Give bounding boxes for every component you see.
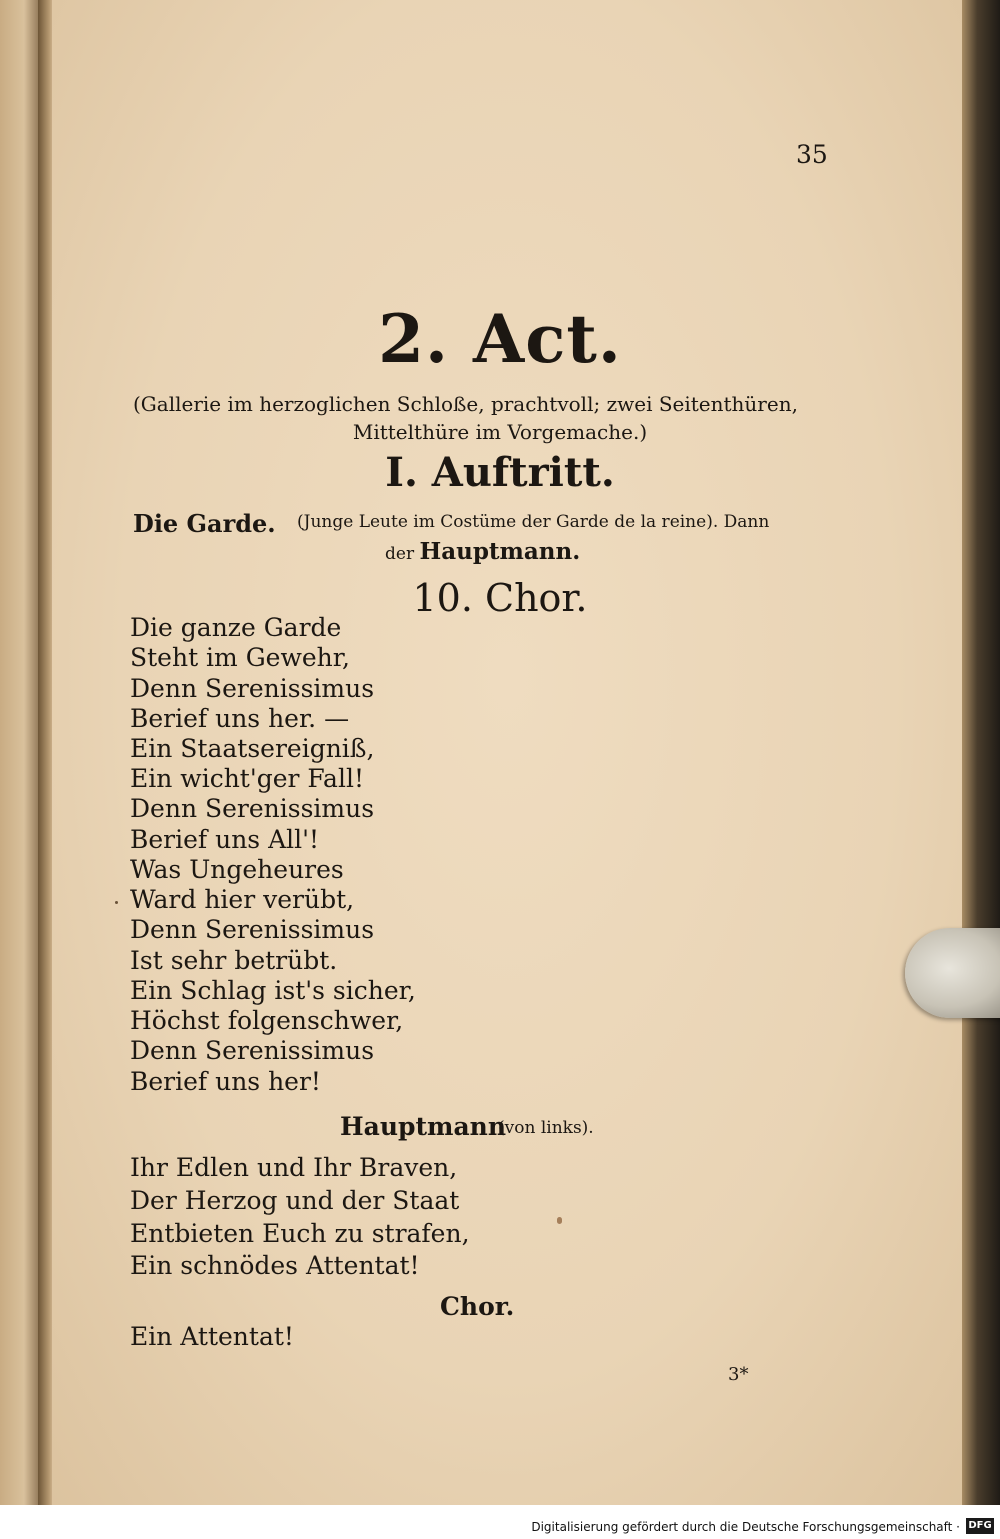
- previous-page-edge: [0, 0, 40, 1505]
- speaker-name: Hauptmann: [340, 1112, 507, 1141]
- stage-direction-line-2: Mittelthüre im Vorgemache.): [352, 420, 648, 444]
- paper-speck: [115, 901, 118, 904]
- song-title: 10. Chor.: [412, 576, 588, 620]
- verse-line: Ein wicht'ger Fall!: [130, 764, 364, 793]
- chorus-speaker-label: Chor.: [440, 1292, 515, 1321]
- scene-title: I. Auftritt.: [385, 449, 615, 496]
- characters-line-2: [385, 538, 580, 565]
- verse-line: Ein Staatsereigniß,: [130, 734, 375, 763]
- verse-line: Ein schnödes Attentat!: [130, 1251, 420, 1280]
- verse-line: Die ganze Garde: [130, 613, 342, 642]
- verse-line: Denn Serenissimus: [130, 794, 375, 823]
- verse-line: Denn Serenissimus: [130, 1036, 375, 1065]
- verse-line: Ein Attentat!: [130, 1322, 294, 1351]
- verse-line: Ein Schlag ist's sicher,: [130, 976, 416, 1005]
- dfg-logo: DFG: [966, 1518, 994, 1534]
- verse-line: Ist sehr betrübt.: [130, 946, 338, 975]
- characters-name: Die Garde.: [133, 509, 276, 538]
- page-stack-edge: [962, 0, 1000, 1505]
- verse-line: Ward hier verübt,: [130, 885, 355, 914]
- verse-line: Denn Serenissimus: [130, 674, 375, 703]
- characters-line2-prefix: der: [385, 544, 415, 564]
- stage-direction-line-1: (Gallerie im herzoglichen Schloße, prachtvoll; zwei Seitenthüren,: [133, 392, 798, 416]
- funding-credit: Digitalisierung gefördert durch die Deutsche Forschungsgemeinschaft ·: [531, 1520, 960, 1534]
- verse-line: Was Ungeheures: [130, 855, 344, 884]
- page-number: 35: [796, 140, 828, 169]
- verse-line: Berief uns her!: [130, 1067, 321, 1096]
- paper-stain: [557, 1217, 562, 1224]
- verse-line: Ihr Edlen und Ihr Braven,: [130, 1153, 458, 1182]
- verse-line: Denn Serenissimus: [130, 915, 375, 944]
- characters-note: (Junge Leute im Costüme der Garde de la reine). Dann: [297, 512, 770, 532]
- verse-line: Berief uns All'!: [130, 825, 320, 854]
- speaker-direction: (von links).: [498, 1118, 594, 1138]
- verse-line: Berief uns her. —: [130, 704, 350, 733]
- signature-mark: 3*: [728, 1364, 749, 1385]
- act-title: 2. Act.: [378, 300, 622, 378]
- thumb-holding-page: [905, 928, 1000, 1018]
- characters-line2-name: Hauptmann.: [419, 538, 581, 565]
- verse-line: Steht im Gewehr,: [130, 643, 350, 672]
- verse-line: Höchst folgenschwer,: [130, 1006, 404, 1035]
- verse-line: Entbieten Euch zu strafen,: [130, 1219, 470, 1248]
- verse-line: Der Herzog und der Staat: [130, 1186, 460, 1215]
